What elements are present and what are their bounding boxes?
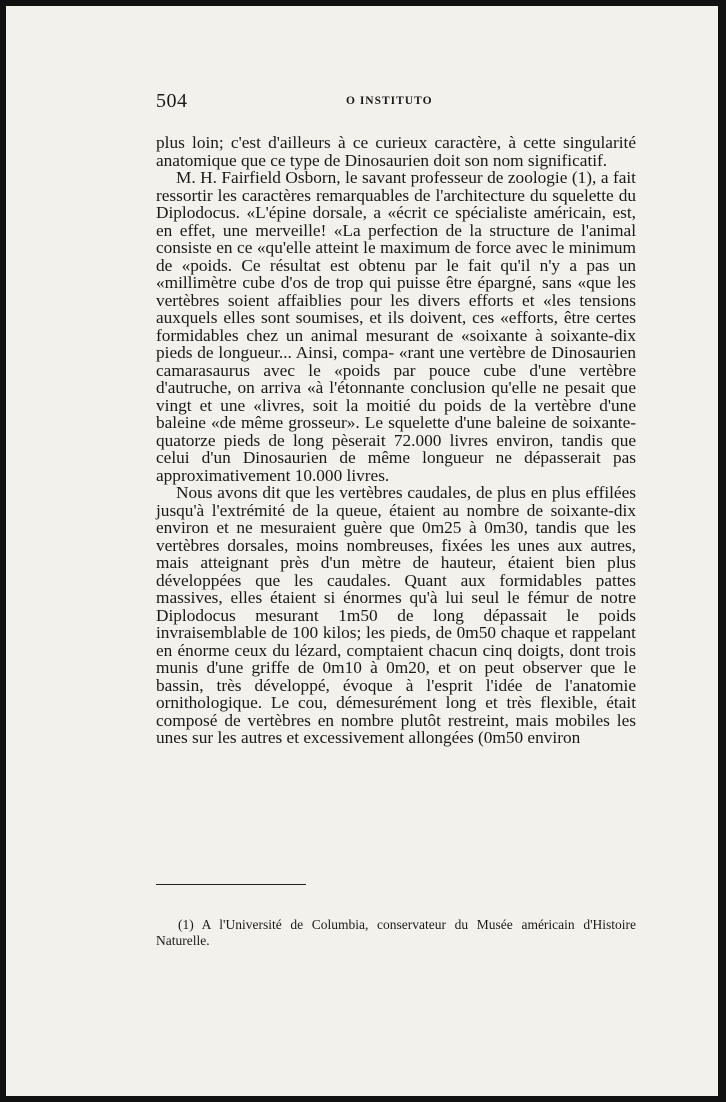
- book-page: [6, 6, 718, 1096]
- footnote: [156, 917, 636, 949]
- page-header: [156, 90, 636, 114]
- footnote-divider: [156, 884, 306, 885]
- footnote-text: (1) A l'Université de Columbia, conservateur du Musée américain d'Histoire Naturelle.: [156, 917, 636, 948]
- body-text: [156, 134, 636, 747]
- paragraph-2: M. H. Fairfield Osborn, le savant professeur de zoologie (1), a fait ressortir les caractères remarquables de l'architecture du squelette du Diplodocus. «L'épine dorsale, a «écrit ce spécialiste américain, est, en effet, une merveille! «La perfection de la structure de l'animal consiste en ce «qu'elle atteint le maximum de force avec le minimum de «poids. Ce résultat est obtenu par le fait qu'il n'y a pas un «millimètre cube d'os de trop qui puisse être épargné, sans «que les vertèbres soient affaiblies pour les divers efforts et «les tensions auxquels elles sont soumises, et ils doivent, ces «efforts, être certes formidables chez un animal mesurant de «soixante à soixante-dix pieds de longueur... Ainsi, compa- «rant une vertèbre de Dinosaurien camarasaurus avec le «poids par pouce cube d'une vertèbre d'autruche, on arriva «à l'étonnante conclusion qu'elle ne pesait que vingt et une «livres, soit la moitié du poids de la vertèbre d'une baleine «de même grosseur». Le squelette d'une baleine de soixante-quatorze pieds de long pèserait 72.000 livres environ, tandis que celui d'un Dinosaurien de même longueur ne dépasserait pas approximativement 10.000 livres.: [156, 168, 636, 485]
- page-number: 504: [156, 90, 188, 112]
- paragraph-3: Nous avons dit que les vertèbres caudales, de plus en plus effilées jusqu'à l'extrémité de la queue, étaient au nombre de soixante-dix environ et ne mesuraient guère que 0m25 à 0m30, tandis que les vertèbres dorsales, moins nombreuses, fixées les unes aux autres, mais atteignant près d'un mètre de hauteur, étaient bien plus développées que les caudales. Quant aux formidables pattes massives, elles étaient si énormes qu'à lui seul le fémur de notre Diplodocus mesurant 1m50 de long dépassait le poids invraisemblable de 100 kilos; les pieds, de 0m50 chaque et rappelant en énorme ceux du lézard, comptaient chacun cinq doigts, dont trois munis d'une griffe de 0m10 à 0m20, et on peut observer que le bassin, très développé, évoque à l'esprit l'idée de l'anatomie ornithologique. Le cou, démesurément long et très flexible, était composé de vertèbres en nombre plutôt restreint, mais mobiles les unes sur les autres et excessivement allongées (0m50 environ: [156, 483, 636, 747]
- running-title: O INSTITUTO: [346, 95, 433, 107]
- paragraph-1: plus loin; c'est d'ailleurs à ce curieux caractère, à cette singularité anatomique que ce type de Dinosaurien doit son nom significatif.: [156, 133, 636, 170]
